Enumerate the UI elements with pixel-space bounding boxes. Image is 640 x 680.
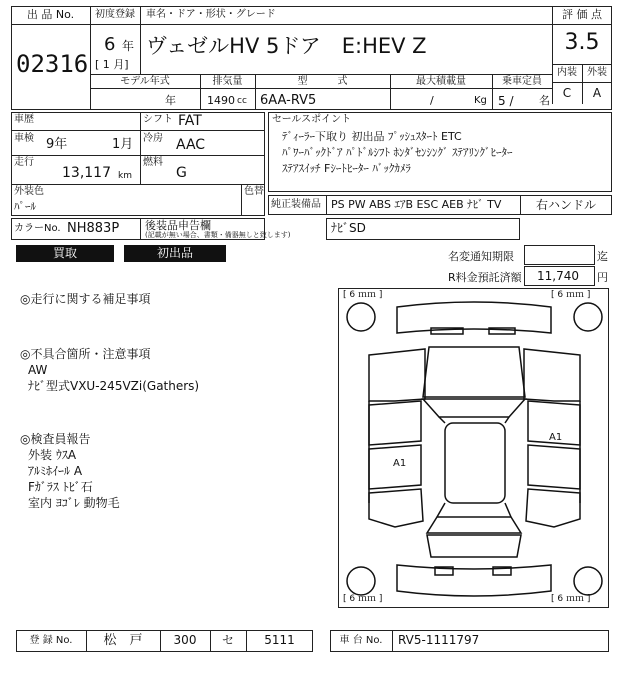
score-label: 評 価 点	[562, 8, 602, 21]
capacity-value: 5 /	[498, 94, 514, 108]
name-change-box	[524, 245, 595, 265]
vehicle-info-frame	[11, 112, 265, 216]
divider	[326, 195, 327, 215]
exterior-color-label: 外装色	[14, 186, 44, 197]
recycle-label: R料金預託済額	[448, 271, 522, 284]
front-bumper	[397, 302, 551, 333]
tire-front-right	[574, 303, 602, 331]
color-no-label: カラーNo.	[14, 223, 61, 234]
type-label: 型 式	[297, 76, 348, 87]
color-no-value: NH883P	[67, 221, 120, 236]
supplement-title: ◎走行に関する補足事項	[20, 292, 151, 306]
aircon-value: AAC	[176, 137, 206, 153]
tailgate	[427, 535, 521, 557]
exterior-grade: A	[592, 86, 602, 100]
shaken-month: 1月	[112, 137, 134, 152]
divider	[11, 130, 265, 131]
mileage-value: 13,117	[62, 165, 111, 181]
lot-label: 出 品 No.	[26, 8, 75, 21]
divider	[90, 88, 552, 89]
first-reg-year: 6	[104, 34, 116, 55]
cc-unit: cc	[237, 96, 247, 106]
divider	[11, 155, 265, 156]
recycle-unit: 円	[597, 271, 608, 284]
displacement-label: 排気量	[212, 76, 243, 87]
steering-value: 右ハンドル	[535, 198, 596, 212]
capacity-label: 乗車定員	[502, 76, 542, 87]
divider	[90, 74, 552, 75]
model-year-label: モデル年式	[120, 76, 170, 87]
standard-equipment-label: 純正装備品	[271, 199, 321, 210]
left-front-door	[369, 401, 421, 445]
tire-depth-rear-right: [ 6 ｍｍ ]	[551, 594, 591, 604]
left-rear-quarter	[369, 489, 423, 527]
divider	[392, 630, 393, 652]
type-value: 6AA-RV5	[260, 93, 317, 108]
registration-label: 登 録 No.	[29, 635, 73, 646]
fuel-label: 燃料	[143, 157, 163, 168]
model-year-unit: 年	[165, 94, 176, 107]
rear-bumper	[397, 565, 551, 596]
history-label: 車歴	[14, 114, 34, 125]
right-front-fender	[524, 349, 580, 401]
inspector-item: ｱﾙﾐﾎｲｰﾙ A	[28, 464, 83, 478]
fuel-value: G	[176, 165, 187, 181]
standard-equipment-value: PS PW ABS ｴｱB ESC AEB ﾅﾋﾞ TV	[331, 198, 502, 211]
tire-depth-rear-left: [ 6 ｍｍ ]	[343, 594, 383, 604]
damage-mark-right: A1	[549, 432, 563, 443]
right-rear-quarter	[526, 489, 580, 527]
car-diagram	[338, 288, 609, 608]
defect-item: AW	[28, 363, 48, 377]
tire-depth-front-right: [ 6 ｍｍ ]	[551, 290, 591, 300]
max-load-label: 最大積載量	[416, 76, 466, 87]
tire-depth-front-left: [ 6 ｍｍ ]	[343, 290, 383, 300]
persons-unit: 名	[539, 94, 550, 107]
divider	[140, 6, 141, 24]
divider	[140, 218, 141, 240]
hood	[423, 347, 525, 397]
car-diagram-drawing	[339, 289, 610, 609]
tire-rear-right	[574, 567, 602, 595]
model-name-value: ヴェゼルHV 5ドア E:HEV Z	[146, 34, 427, 58]
divider	[90, 6, 91, 110]
divider	[552, 24, 612, 25]
divider	[552, 82, 612, 83]
shift-label: シフト	[143, 114, 173, 125]
lot-number: 02316	[16, 50, 89, 78]
aftermarket-value: ﾅﾋﾞSD	[331, 221, 366, 235]
aftermarket-label: 後装品申告欄	[145, 219, 211, 232]
registration-kana: セ	[221, 633, 234, 647]
interior-grade: C	[562, 86, 572, 100]
sales-point-line: ｽﾃｱｽｲｯﾁ Fｼｰﾄﾋｰﾀｰ ﾊﾞｯｸｶﾒﾗ	[282, 162, 411, 175]
registration-number: 5111	[264, 633, 295, 647]
exterior-color-value: ﾊﾟｰﾙ	[14, 200, 36, 213]
defect-item: ﾅﾋﾞ型式VXU-245VZi(Gathers)	[28, 379, 200, 393]
aircon-label: 冷房	[143, 133, 163, 144]
first-reg-month: [ 1 月]	[95, 58, 129, 71]
rear-window	[427, 517, 521, 533]
exterior-grade-label: 外装	[587, 67, 607, 78]
first-listing-tag: 初出品	[124, 245, 226, 262]
first-reg-year-unit: 年	[122, 39, 135, 53]
registration-area: 松 戸	[103, 633, 143, 648]
tire-rear-left	[347, 567, 375, 595]
shaken-label: 車検	[14, 133, 34, 144]
kg-unit: Kg	[474, 95, 487, 106]
right-rear-door	[528, 445, 580, 489]
km-unit: km	[118, 171, 132, 181]
chassis-value: RV5-1111797	[398, 633, 480, 647]
sales-point-line: ﾃﾞｨｰﾗｰ下取り 初出品 ﾌﾟｯｼｭｽﾀｰﾄ ETC	[282, 130, 462, 143]
chassis-label: 車 台 No.	[339, 635, 383, 646]
purchase-tag: 買取	[16, 245, 114, 262]
divider	[11, 184, 265, 185]
divider	[140, 112, 141, 184]
max-load-slash: /	[430, 94, 434, 107]
color-change-label: 色替	[244, 186, 264, 197]
mileage-label: 走行	[14, 157, 34, 168]
aftermarket-note: (記載が無い場合、書類・備器無しと致します)	[145, 231, 291, 239]
registration-class: 300	[173, 633, 197, 647]
inspector-item: Fｶﾞﾗｽ ﾄﾋﾞ石	[28, 480, 93, 494]
divider	[140, 24, 141, 74]
divider	[241, 184, 242, 216]
sales-point-line: ﾊﾟﾜｰﾊﾞｯｸﾄﾞｱ ﾊﾟﾄﾞﾙｼﾌﾄ ﾎﾝﾀﾞｾﾝｼﾝｸﾞ ｽﾃｱﾘﾝｸﾞﾋｰﾀｰ	[282, 146, 513, 159]
tire-front-left	[347, 303, 375, 331]
roof	[445, 423, 505, 503]
damage-mark-left: A1	[393, 458, 407, 469]
interior-grade-label: 内装	[557, 67, 577, 78]
first-reg-label: 初度登録	[95, 9, 135, 20]
left-front-fender	[369, 349, 425, 401]
inspector-item: 外装 ｳｽA	[28, 448, 77, 462]
shaken-year: 9年	[46, 137, 68, 152]
displacement-value: 1490	[207, 94, 235, 107]
name-change-unit: 迄	[597, 250, 608, 263]
name-change-label: 名変通知期限	[448, 250, 514, 263]
sales-points-title: セールスポイント	[272, 114, 352, 125]
model-name-label: 車名・ドア・形状・グレード	[146, 9, 276, 20]
defects-title: ◎不具合箇所・注意事項	[20, 347, 151, 361]
windshield	[423, 399, 525, 417]
inspector-title: ◎検査員報告	[20, 432, 91, 446]
shift-value: FAT	[178, 113, 202, 129]
score-value: 3.5	[564, 30, 600, 55]
divider	[11, 24, 90, 25]
recycle-value: 11,740	[537, 269, 579, 283]
divider	[90, 24, 552, 25]
inspector-item: 室内 ﾖｺﾞﾚ 動物毛	[28, 496, 120, 510]
